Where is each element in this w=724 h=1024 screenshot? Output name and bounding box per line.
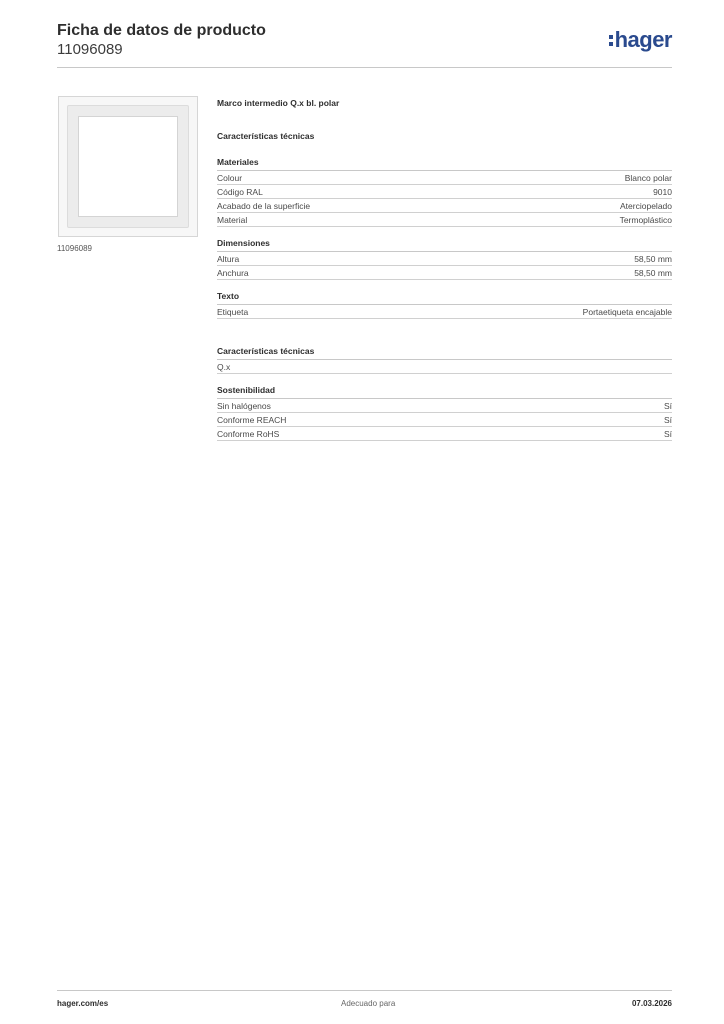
product-image (58, 96, 198, 237)
spec-value: Blanco polar (624, 173, 672, 183)
spec-row (217, 427, 672, 441)
image-caption: 11096089 (57, 244, 92, 253)
spec-row (217, 266, 672, 280)
section-title-texto: Texto (217, 290, 672, 305)
spec-row (217, 171, 672, 185)
spec-row (217, 399, 672, 413)
spec-value: 58,50 mm (634, 268, 672, 278)
spec-value: Portaetiqueta encajable (582, 307, 672, 317)
hager-logo (609, 28, 672, 52)
spec-value: Sí (663, 415, 672, 425)
section-title-tech: Características técnicas (217, 131, 315, 141)
section-title-dimensiones: Dimensiones (217, 237, 672, 252)
footer-center-text: Adecuado para (341, 999, 396, 1008)
spec-label: Anchura (217, 268, 249, 278)
spec-label: Etiqueta (217, 307, 249, 317)
footer-date: 07.03.2026 (631, 999, 672, 1008)
product-name: Marco intermedio Q.x bl. polar (217, 98, 340, 108)
spec-label: Acabado de la superficie (217, 201, 311, 211)
spec-row (217, 413, 672, 427)
spec-label: Sin halógenos (217, 401, 271, 411)
spec-label: Conforme REACH (217, 415, 287, 425)
section-title-materiales: Materiales (217, 156, 672, 171)
document-title: Ficha de datos de producto (57, 22, 266, 39)
spec-value: Sí (663, 401, 672, 411)
product-specs (217, 97, 672, 441)
section-title-tech-2: Características técnicas (217, 345, 672, 360)
logo-text: hager (614, 27, 672, 52)
spec-value: Sí (663, 429, 672, 439)
spec-label: Colour (217, 173, 243, 183)
product-number: 11096089 (57, 41, 123, 58)
section-title-sostenibilidad: Sostenibilidad (217, 384, 672, 399)
spec-label: Material (217, 215, 248, 225)
logo-dots-icon (609, 35, 613, 46)
spec-value: 9010 (653, 187, 672, 197)
spec-value: Aterciopelado (620, 201, 672, 211)
spec-row (217, 360, 672, 374)
spec-value: Termoplástico (619, 215, 672, 225)
frame-outer (67, 105, 189, 228)
spec-label: Código RAL (217, 187, 263, 197)
spec-row (217, 199, 672, 213)
spec-row (217, 252, 672, 266)
spec-row (217, 213, 672, 227)
spec-label: Q.x (217, 362, 231, 372)
spec-label: Conforme RoHS (217, 429, 280, 439)
spec-value: 58,50 mm (634, 254, 672, 264)
footer-website-link[interactable]: hager.com/es (57, 999, 109, 1008)
spec-row (217, 185, 672, 199)
frame-inner (78, 116, 178, 217)
document-footer (57, 990, 672, 1010)
spec-row (217, 305, 672, 319)
spec-label: Altura (217, 254, 240, 264)
document-header (57, 22, 672, 68)
